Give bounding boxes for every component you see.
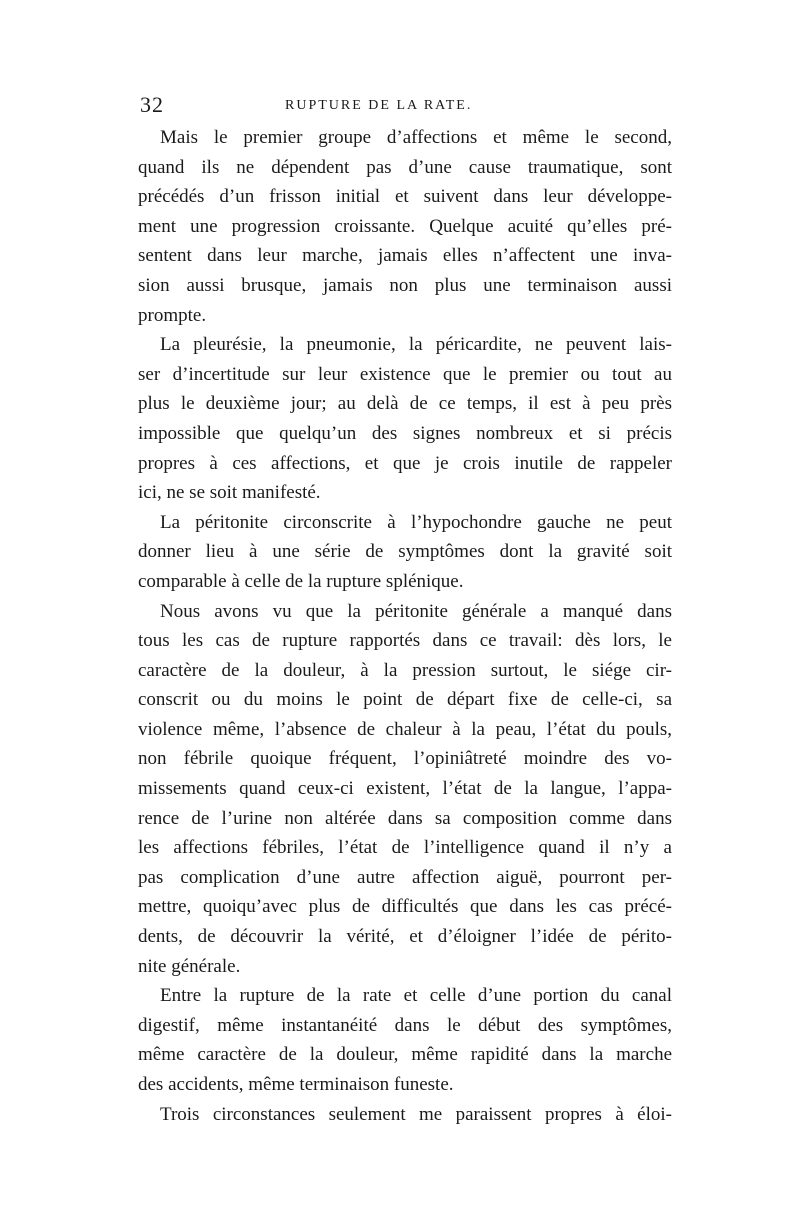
text-line: sentent dans leur marche, jamais elles n’affectent une inva- [138,245,672,267]
text-line: propres à ces affections, et que je crois inutile de rappeler [138,452,672,474]
text-line: ment une progression croissante. Quelque acuité qu’elles pré- [138,215,672,237]
text-line: même caractère de la douleur, même rapidité dans la marche [138,1044,672,1066]
text-line: digestif, même instantanéité dans le début des symptômes, [138,1014,672,1036]
text-line: donner lieu à une série de symptômes dont la gravité soit [138,541,672,563]
body-text [138,123,672,1129]
text-line: violence même, l’absence de chaleur à la peau, l’état du pouls, [138,718,672,740]
text-line: impossible que quelqu’un des signes nombreux et si précis [138,422,672,444]
text-line: précédés d’un frisson initial et suivent dans leur développe- [138,186,672,208]
text-line: comparable à celle de la rupture splénique. [138,570,464,592]
text-line: pas complication d’une autre affection aiguë, pourront per- [138,866,672,888]
text-line: caractère de la douleur, à la pression surtout, le siége cir- [138,659,672,681]
page-number: 32 [140,92,164,117]
text-line: La péritonite circonscrite à l’hypochondre gauche ne peut [160,511,672,533]
text-line: ici, ne se soit manifesté. [138,482,321,504]
text-line: Entre la rupture de la rate et celle d’une portion du canal [160,985,672,1007]
text-line: tous les cas de rupture rapportés dans ce travail: dès lors, le [138,630,672,652]
text-line: La pleurésie, la pneumonie, la péricardite, ne peuvent lais- [160,334,672,356]
text-line: des accidents, même terminaison funeste. [138,1074,454,1095]
running-head: RUPTURE DE LA RATE. [285,98,473,113]
text-line: prompte. [138,304,207,326]
text-line: Trois circonstances seulement me paraissent propres à éloi- [160,1103,672,1125]
text-line: missements quand ceux-ci existent, l’état de la langue, l’appa- [138,778,672,800]
text-line: conscrit ou du moins le point de départ fixe de celle-ci, sa [138,689,672,711]
page-header [140,92,680,122]
text-line: non fébrile quoique fréquent, l’opiniâtreté moindre des vo- [138,748,672,770]
text-line: Nous avons vu que la péritonite générale a manqué dans [160,600,672,622]
text-line: les affections fébriles, l’état de l’intelligence quand il n’y a [138,837,672,859]
text-line: quand ils ne dépendent pas d’une cause traumatique, sont [138,156,672,178]
text-line: plus le deuxième jour; au delà de ce temps, il est à peu près [138,393,672,415]
text-line: Mais le premier groupe d’affections et même le second, [160,127,672,148]
text-line: nite générale. [138,955,241,977]
text-line: mettre, quoiqu’avec plus de difficultés que dans les cas précé- [138,896,672,918]
text-line: ser d’incertitude sur leur existence que le premier ou tout au [138,363,672,385]
text-line: dents, de découvrir la vérité, et d’éloigner l’idée de périto- [138,926,672,948]
text-line: sion aussi brusque, jamais non plus une terminaison aussi [138,274,672,296]
text-line: rence de l’urine non altérée dans sa composition comme dans [138,807,672,829]
